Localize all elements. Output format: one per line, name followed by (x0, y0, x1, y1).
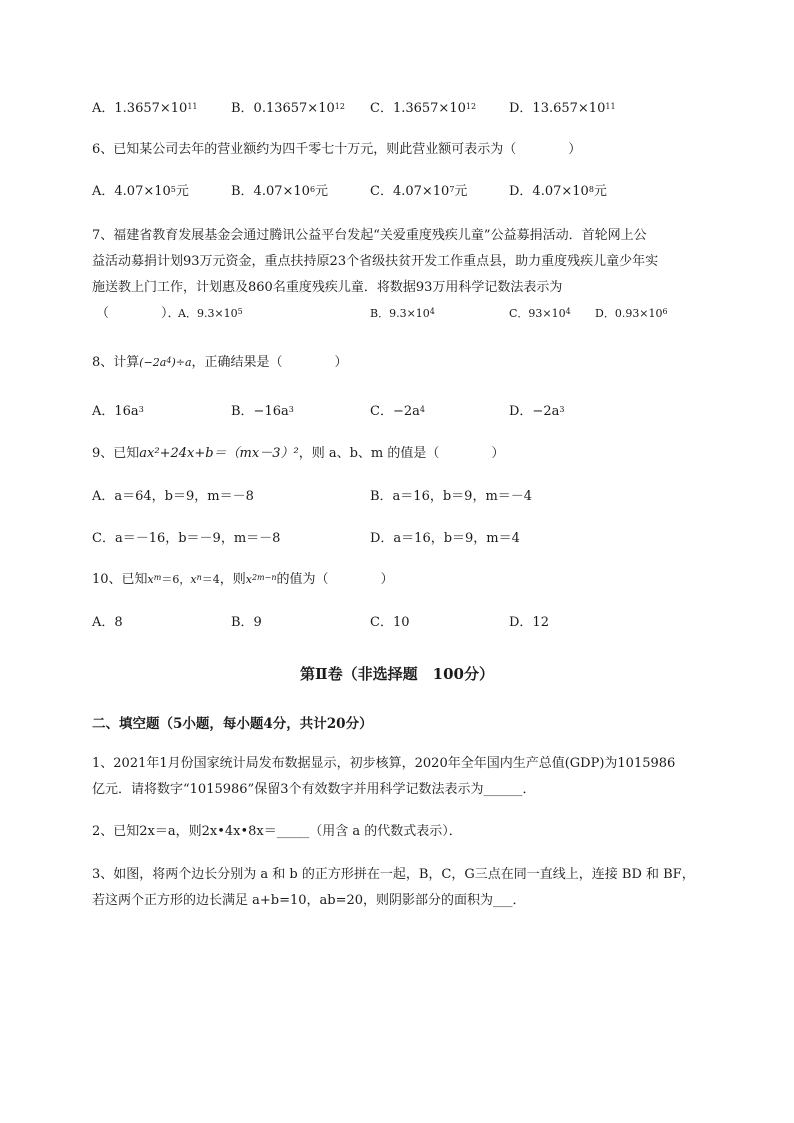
q5-option-c: C．$1.3657\times 10^{12}$ (370, 101, 477, 116)
q7-option-d: D．$0.93\times 10^6$ (595, 307, 668, 320)
part2-title: 第Ⅱ卷（非选择题 100分） (300, 665, 494, 683)
q9-expression: ax²+24x+b＝（mx－3）² (139, 446, 299, 461)
fill2-stem: 2、已知2x＝a，则2x•4x•8x＝_____（用含 a 的代数式表示）． (92, 824, 462, 839)
q7-line-1: 7、福建省教育发展基金会通过腾讯公益平台发起“关爱重度残疾儿童”公益募捐活动．首轮网上公 (92, 228, 647, 243)
q10-option-b: B．9 (231, 615, 262, 630)
q10-option-d: D．12 (509, 615, 549, 630)
q10-target-expression: $x^{2m-n}$ (245, 573, 277, 586)
q8-option-b: B．$-16a^3$ (231, 404, 294, 419)
fill1-line-1: 1、2021年1月份国家统计局发布数据显示，初步核算，2020年全年国内生产总值(GDP)为1015986 (92, 756, 676, 771)
q10-condition-2: $x^n=4$ (190, 573, 220, 586)
q6-option-d: D．$4.07\times 10^8$元 (509, 184, 607, 199)
q6-option-b: B．$4.07\times 10^6$元 (231, 184, 329, 199)
q9-option-c: C．a＝－16，b＝－9，m＝－8 (92, 531, 281, 546)
q5-option-d: D．$13.657\times 10^{11}$ (509, 101, 616, 116)
q8-stem: 8、计算$(-2a^4)\div a$，正确结果是（ ） (92, 355, 348, 370)
q8-option-d: D．$-2a^3$ (509, 404, 565, 419)
fill3-line-1: 3、如图，将两个边长分别为 a 和 b 的正方形拼在一起，B，C，G三点在同一直线上，连接 BD 和 BF， (92, 867, 695, 882)
fill3-line-2: 若这两个正方形的边长满足 a+b=10，ab=20，则阴影部分的面积为___． (92, 893, 526, 908)
q10-stem: 10、已知$x^m=6$，$x^n=4$，则$x^{2m-n}$的值为（ ） (92, 572, 394, 587)
q9-option-d: D．a＝16，b＝9，m＝4 (370, 531, 520, 546)
q9-stem: 9、已知ax²+24x+b＝（mx－3）²，则 a、b、m 的值是（ ） (92, 446, 505, 461)
q7-option-b: B．$9.3\times 10^4$ (370, 307, 435, 320)
section2-title: 二、填空题（5小题，每小题4分，共计20分） (92, 716, 373, 732)
q7-option-a: A．$9.3\times 10^5$ (178, 307, 243, 320)
q7-answer-paren: （ ）． (96, 306, 181, 321)
q7-line-2: 益活动募捐计划93万元资金，重点扶持原23个省级扶贫开发工作重点县，助力重度残疾儿童少年实 (92, 254, 659, 269)
q6-option-a: A．$4.07\times 10^5$元 (92, 184, 189, 199)
q5-option-b: B．$0.13657\times 10^{12}$ (231, 101, 345, 116)
q9-option-b: B．a＝16，b＝9，m＝－4 (370, 489, 533, 504)
q7-option-c: C．$93\times 10^4$ (509, 307, 571, 320)
q7-line-3: 施送教上门工作，计划惠及860名重度残疾儿童．将数据93万用科学记数法表示为 (92, 280, 563, 295)
q8-option-c: C．$-2a^4$ (370, 404, 425, 419)
fill1-line-2: 亿元．请将数字“1015986”保留3个有效数字并用科学记数法表示为______． (92, 782, 536, 797)
q6-option-c: C．$4.07\times 10^7$元 (370, 184, 468, 199)
q10-option-a: A．8 (92, 615, 123, 630)
q9-option-a: A．a＝64，b＝9，m＝－8 (92, 489, 254, 504)
q8-option-a: A．$16a^3$ (92, 404, 144, 419)
q8-expression: $(-2a^4)\div a$ (139, 356, 192, 369)
q10-option-c: C．10 (370, 615, 410, 630)
q5-option-a: A．$1.3657\times 10^{11}$ (92, 101, 198, 116)
q10-condition-1: $x^m=6$， (147, 573, 191, 586)
q6-stem: 6、已知某公司去年的营业额约为四千零七十万元，则此营业额可表示为（ ） (92, 142, 582, 157)
